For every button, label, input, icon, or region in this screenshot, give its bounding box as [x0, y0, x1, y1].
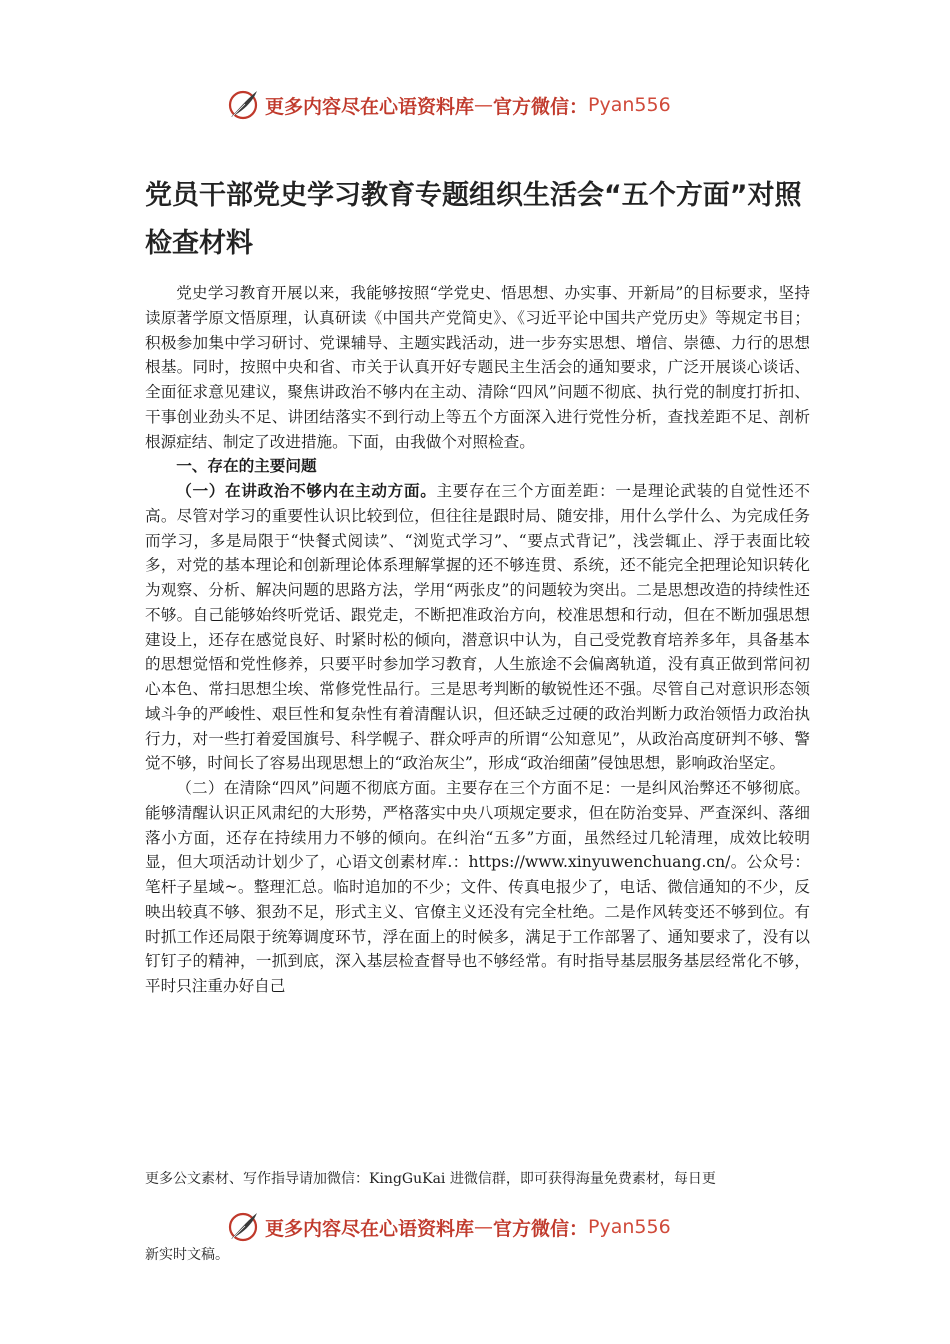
section-heading: 一、存在的主要问题 — [176, 457, 317, 476]
banner-wechat-label: 官方微信： — [493, 95, 589, 118]
feather-logo-icon — [225, 87, 261, 123]
banner-separator: — — [474, 1216, 494, 1238]
banner-wechat-id: Pyan556 — [588, 1216, 671, 1238]
paragraph-1-lead: （一）在讲政治不够内在主动方面。 — [176, 482, 437, 500]
banner-wechat-id: Pyan556 — [588, 94, 671, 116]
intro-paragraph: 党史学习教育开展以来，我能够按照“学党史、悟思想、办实事、开新局”的目标要求，坚持读原著学原文悟原理，认真研读《中国共产党简史》、《习近平论中国共产党历史》等规定书目；积极参加集中学习研讨、党课辅导、主题实践活动，进一步夯实思想、增信、崇德、力行的思想根基。同时，按照中央和省、市关于认真开好专题民主生活会的通知要求，广泛开展谈心谈话、全面征求意见建议，聚焦讲政治不够内在主动、清除“四风”问题不彻底、执行党的制度打折扣、干事创业劲头不足、讲团结落实不到行动上等五个方面深入进行党性分析，查找差距不足、剖析根源症结、制定了改进措施。下面，由我做个对照检查。 — [145, 284, 810, 451]
footer-tail: 新实时文稿。 — [145, 1247, 229, 1263]
banner-main-text: 更多内容尽在心语资料库 — [265, 95, 475, 118]
document-title: 党员干部党史学习教育专题组织生活会“五个方面”对照检查材料 — [145, 180, 802, 259]
feather-logo-icon — [225, 1209, 261, 1245]
paragraph-1 — [145, 479, 810, 776]
paragraph-1-body: 主要存在三个方面差距：一是理论武装的自觉性还不高。尽管对学习的重要性认识比较到位，但往往是跟时局、随安排，用什么学什么、为完成任务而学习，多是局限于“快餐式阅读”、“浏览式学习”、“要点式背记”，浅尝辄止、浮于表面比较多，对党的基本理论和创新理论体系理解掌握的还不够连贯、系统，还不能完全把理论知识转化为观察、分析、解决问题的思路方法，学用“两张皮”的问题较为突出。二是思想改造的持续性还不够。自己能够始终听党话、跟党走，不断把准政治方向，校准思想和行动，但在不断加强思想建设上，还存在感觉良好、时紧时松的倾向，潜意识中认为，自己受党教育培养多年，具备基本的思想觉悟和党性修养，只要平时参加学习教育，人生旅途不会偏离轨道，没有真正做到常问初心本色、常扫思想尘埃、常修党性品行。三是思考判断的敏锐性还不强。尽管自己对意识形态领域斗争的严峻性、艰巨性和复杂性有着清醒认识，但还缺乏过硬的政治判断力政治领悟力政治执行力，对一些打着爱国旗号、科学幌子、群众呼声的所谓“公知意见”，从政治高度研判不够、警觉不够，时间长了容易出现思想上的“政治灰尘”，形成“政治细菌”侵蚀思想，影响政治坚定。 — [145, 482, 810, 773]
document-body — [145, 281, 810, 999]
banner-main-text: 更多内容尽在心语资料库 — [265, 1217, 475, 1240]
footer-banner — [225, 1208, 725, 1246]
paragraph-2: （二）在清除“四风”问题不彻底方面。主要存在三个方面不足：一是纠风治弊还不够彻底。能够清醒认识正风肃纪的大形势，严格落实中央八项规定要求，但在防治变异、严查深纠、落细落小方面，还存在持续用力不够的倾向。在纠治“五多”方面，虽然经过几轮清理，成效比较明显，但大项活动计划少了，心语文创素材库.：https://www.xinyuwenchuang.cn/。公众号：笔杆子星域~。整理汇总。临时追加的不少；文件、传真电报少了，电话、微信通知的不少，反映出较真不够、狠劲不足，形式主义、官僚主义还没有完全杜绝。二是作风转变还不够到位。有时抓工作还局限于统筹调度环节，浮在面上的时候多，满足于工作部署了、通知要求了，没有以钉钉子的精神，一抓到底，深入基层检查督导也不够经常。有时指导基层服务基层经常化不够，平时只注重办好自己 — [145, 779, 810, 995]
banner-separator: — — [474, 94, 494, 116]
banner-wechat-label: 官方微信： — [493, 1217, 589, 1240]
footer-note: 更多公文素材、写作指导请加微信：KingGuKai 进微信群，即可获得海量免费素材，每日更 — [145, 1171, 716, 1187]
header-banner — [225, 86, 725, 124]
